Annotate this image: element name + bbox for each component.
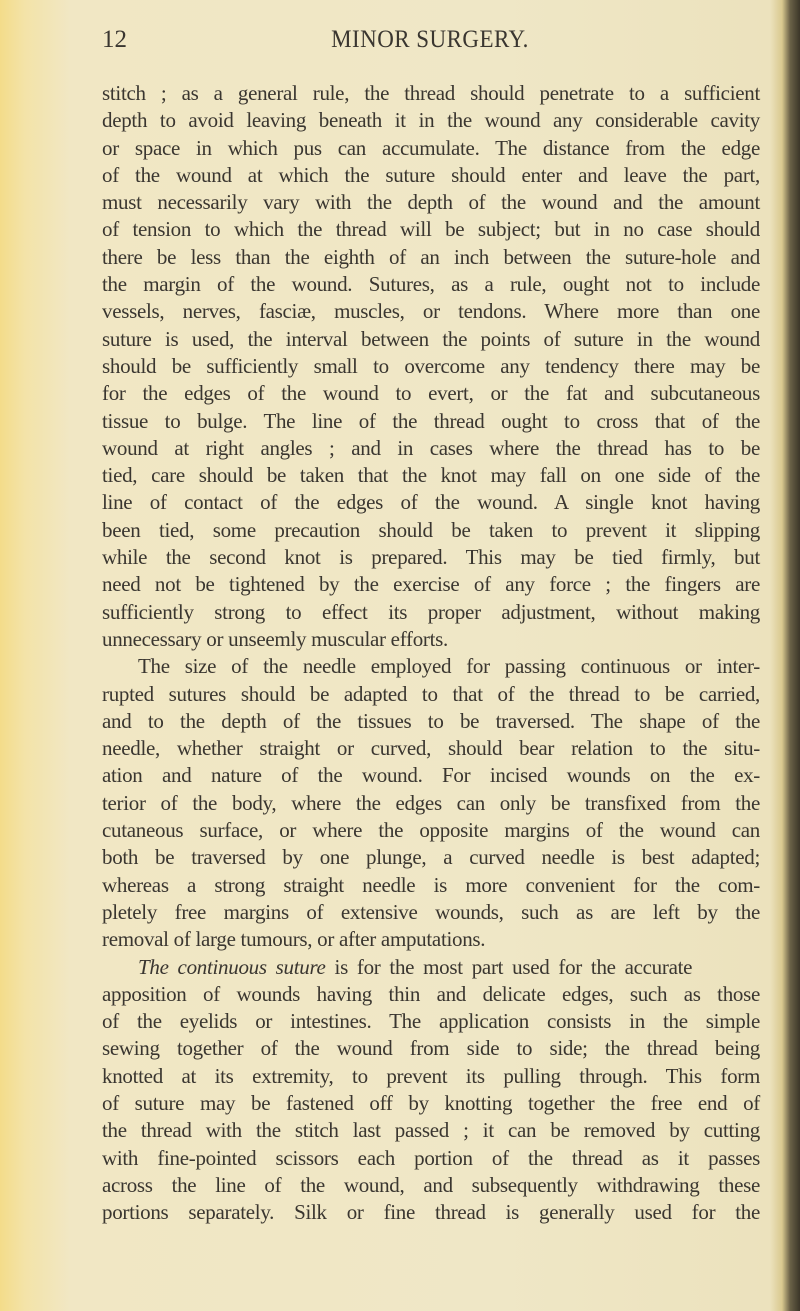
page-number: 12: [102, 26, 127, 53]
paragraph: [102, 80, 760, 653]
text-line: the thread with the stitch last passed ; it can be removed by cutting: [102, 1118, 760, 1143]
text-line: while the second knot is prepared. This may be tied firmly, but: [102, 545, 760, 570]
text-line: tissue to bulge. The line of the thread ought to cross that of the: [102, 408, 760, 433]
text-line: cutaneous surface, or where the opposite margins of the wound can: [102, 818, 760, 843]
page-body-text: [102, 80, 760, 1226]
text-line: portions separately. Silk or fine thread is generally used for the: [102, 1200, 760, 1225]
text-line: must necessarily vary with the depth of the wound and the amount: [102, 190, 760, 215]
page-header: [102, 26, 758, 60]
text-line: pletely free margins of extensive wounds, such as are left by the: [102, 899, 760, 924]
text-line: terior of the body, where the edges can only be transfixed from the: [102, 790, 760, 815]
text-line: sewing together of the wound from side to side; the thread being: [102, 1036, 760, 1061]
text-line: The size of the needle employed for passing continuous or inter-: [138, 654, 760, 679]
text-line: for the edges of the wound to evert, or the fat and subcutaneous: [102, 381, 760, 406]
text-line: or space in which pus can accumulate. The distance from the edge: [102, 135, 760, 160]
italic-term: The continuous suture: [138, 954, 326, 979]
text-line: wound at right angles ; and in cases where the thread has to be: [102, 435, 760, 460]
text-line: of the eyelids or intestines. The application consists in the simple: [102, 1009, 760, 1034]
text-line: of suture may be fastened off by knotting together the free end of: [102, 1090, 760, 1115]
text-line: both be traversed by one plunge, a curved needle is best adapted;: [102, 845, 760, 870]
text-line: tied, care should be taken that the knot may fall on one side of the: [102, 463, 760, 488]
text-line: unnecessary or unseemly muscular efforts.: [102, 626, 448, 651]
text-line: with fine-pointed scissors each portion of the thread as it passes: [102, 1145, 760, 1170]
running-title: MINOR SURGERY.: [331, 26, 529, 53]
text-line: apposition of wounds having thin and delicate edges, such as those: [102, 981, 760, 1006]
text-line: of tension to which the thread will be subject; but in no case should: [102, 217, 760, 242]
text-line: ation and nature of the wound. For incised wounds on the ex-: [102, 763, 760, 788]
text-line: the margin of the wound. Sutures, as a rule, ought not to include: [102, 272, 760, 297]
text-line: rupted sutures should be adapted to that of the thread to be carried,: [102, 681, 760, 706]
text-line: of the wound at which the suture should enter and leave the part,: [102, 162, 760, 187]
text-line: should be sufficiently small to overcome any tendency there may be: [102, 353, 760, 378]
line-text: is for the most part used for the accurate: [325, 954, 693, 979]
text-line: [102, 954, 760, 981]
text-line: depth to avoid leaving beneath it in the wound any considerable cavity: [102, 108, 760, 133]
text-line: knotted at its extremity, to prevent its pulling through. This form: [102, 1063, 760, 1088]
text-line: stitch ; as a general rule, the thread should penetrate to a sufficient: [102, 81, 760, 105]
text-line: suture is used, the interval between the points of suture in the wound: [102, 326, 760, 351]
text-line: removal of large tumours, or after amputations.: [102, 927, 486, 952]
paragraph: [102, 954, 760, 1227]
text-line: needle, whether straight or curved, should bear relation to the situ-: [102, 736, 760, 761]
text-line: need not be tightened by the exercise of any force ; the fingers are: [102, 572, 760, 597]
text-line: vessels, nerves, fasciæ, muscles, or tendons. Where more than one: [102, 299, 760, 324]
paragraph: [102, 653, 760, 953]
text-line: there be less than the eighth of an inch between the suture-hole and: [102, 244, 760, 269]
text-line: across the line of the wound, and subsequently withdrawing these: [102, 1172, 760, 1197]
text-line: line of contact of the edges of the wound. A single knot having: [102, 490, 760, 515]
text-line: and to the depth of the tissues to be traversed. The shape of the: [102, 708, 760, 733]
text-line: whereas a strong straight needle is more convenient for the com-: [102, 872, 760, 897]
text-line: sufficiently strong to effect its proper adjustment, without making: [102, 599, 760, 624]
text-line: been tied, some precaution should be taken to prevent it slipping: [102, 517, 760, 542]
